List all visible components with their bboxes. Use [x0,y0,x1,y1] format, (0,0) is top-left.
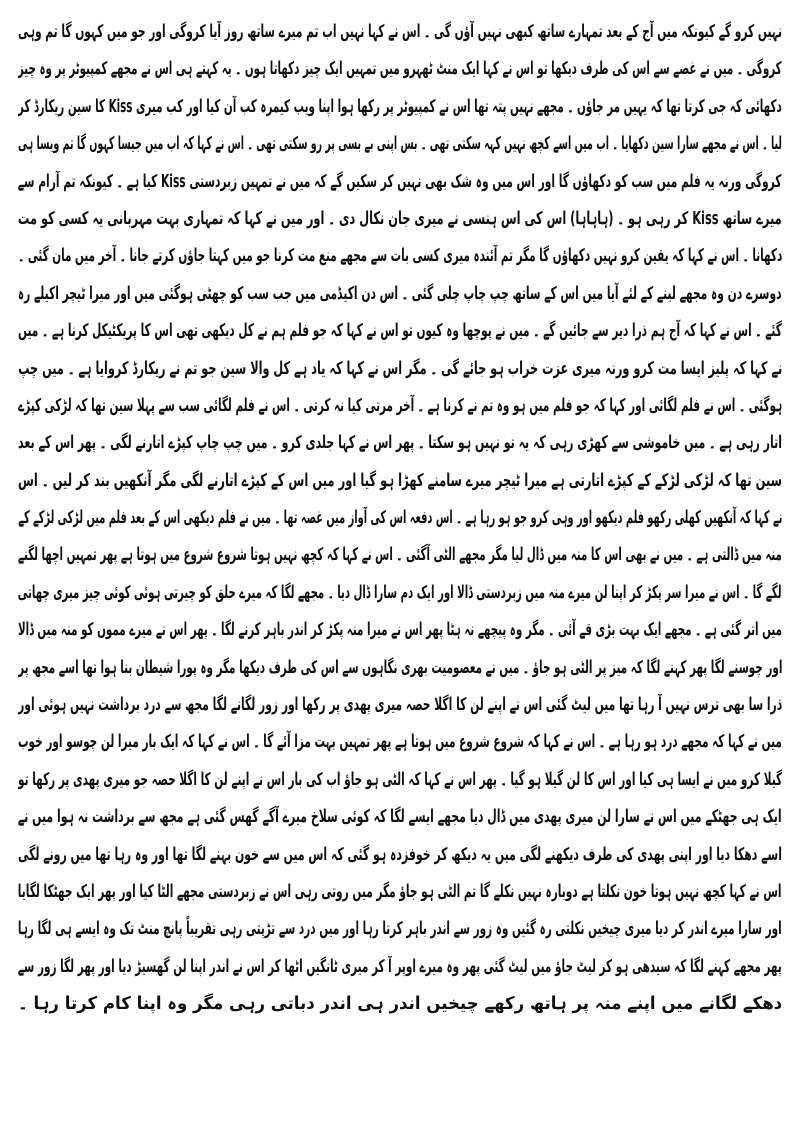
text-line: نے کہا کہ آنکھیں کھلی رکھو فلم دیکھو اور وہی کرو جو ہو رہا ہے ۔ اس دفعہ اس کی آواز میں غصہ تھا ۔ میں نے فلم دیکھی اس کے بعد فلم میں لڑکی لڑکے کے [18,508,782,529]
text-line: اتار رہی ہے ۔ میں خاموشی سے کھڑی رہی کہ یہ تو نہیں ہو سکتا ۔ پھر اس نے کہا جلدی کرو ۔ میں چپ چاپ کپڑے اتارنے لگی ۔ پھر اس کے بعد [18,433,782,454]
text-line: کروگی ۔ میں نے غصے سے اس کی طرف دیکھا تو اس نے کہا ایک منٹ ٹھہرو میں تمہیں ایک چیز دکھاتا ہوں ۔ یہ کہتے ہی اس نے مجھے کمپیوٹر پر وہ چیز [18,59,782,80]
text-line: دکھائی کہ جی کرتا تھا کہ یہیں مر جاؤں ۔ مجھے نہیں پتہ تھا اس نے کمپیوٹر پر رکھا ہوا اپنا ویب کیمرہ کب آن کیا اور کب میری Kiss کا سین ریکارڈ کر [18,96,782,117]
text-line: ہوگئی ۔ اس نے فلم لگائی اور کہا کہ جو فلم میں ہو وہ تم نے کرنا ہے ۔ آخر مرتی کیا نہ کرتی ۔ اس نے فلم لگائی سب سے پہلا سین تھا کہ لڑکی کپڑے [18,395,782,416]
text-line: گیلا کرو میں نے ایسا ہی کیا اور اس کا لن گیلا ہو گیا ۔ پھر اس نے کہا کہ الٹی ہو جاؤ اب کی بار اس نے اپنے لن کا اگلا حصہ جو میری پھدی پر رکھا تو [18,769,782,790]
text-line: نہیں کرو گے کیونکہ میں آج کے بعد تمہارے ساتھ کبھی نہیں آؤں گی ۔ اس نے کہا نہیں اب تم میرے ساتھ روز آیا کروگی اور جو میں کہوں گا تم وہی [18,22,782,42]
text-line: اور چوسنے لگا پھر کہنے لگا کہ میز پر الٹی ہو جاؤ ۔ میں نے معصومیت بھری نگاہوں سے اس کی طرف دیکھا مگر وہ پورا شیطان بنا ہوا تھا اسے مجھ پر [18,657,782,678]
text-line [18,1024,782,1061]
text-line: لیا ۔ اس نے مجھے سارا سین دکھایا ۔ اب میں اسے کچھ نہیں کہہ سکتی تھی ۔ بس اپنی بے بسی پر رو سکتی تھی ۔ اس نے کہا کہ اب میں جیسا کہوں گا تم ویسا ہی [18,134,782,155]
text-line: لگے گا ۔ اس نے میرا سر پکڑ کر اپنا لن میرے منہ میں زبردستی ڈالا اور ایک دم سارا ڈال دیا ۔ مجھے لگا کہ میرے حلق کو چیرتی ہوئی کوئی چیز میری چھاتی [18,582,782,603]
urdu-text-body [18,14,782,1061]
text-line: سین تھا کہ لڑکی لڑکے کے کپڑے اتارتی ہے میرا ٹیچر میرے سامنے کھڑا ہو گیا اور میں اس کے کپڑے اتارنے لگی مگر آنکھیں بند کر لیں ۔ اس [18,470,782,491]
text-line: ذرا سا بھی ترس نہیں آ رہا تھا میں لیٹ گئی اس نے اپنے لن کا اگلا حصہ میری پھدی پر رکھا اور زور لگانے لگا مجھ سے درد برداشت نہیں ہوئی اور [18,695,782,716]
text-line: نے کہا کہ پلیز ایسا مت کرو ورنہ میری عزت خراب ہو جائے گی ۔ مگر اس نے کہا کہ یاد ہے کل والا سین جو تم نے ریکارڈ کروایا ہے ۔ میں چپ [18,358,782,379]
text-line: اس نے کہا کچھ نہیں ہوتا خون نکلتا ہے دوبارہ نہیں نکلے گا تم الٹی ہو جاؤ مگر میں روتی رہی اس نے زبردستی مجھے الٹا کیا اور پھر ایک جھٹکا لگایا [18,881,782,902]
text-line: میں اتر گئی ہے ۔ مجھے ایک بہت بڑی قے آئی ۔ مگر وہ پیچھے نہ ہٹا پھر اس نے میرا منہ پکڑ کر اندر باہر کرنے لگا ۔ پھر اس نے میرے مموں کو منہ میں ڈالا [18,620,782,641]
text-line: دوسرے دن وہ مجھے لینے کے لئے آیا میں اس کے ساتھ چپ چاپ چلی گئی ۔ اس دن اکیڈمی میں جب سب کو چھٹی ہوگئی میں اور میرا ٹیچر اکیلے رہ [18,283,782,304]
text-line: دکھانا ۔ اس نے کہا کہ یقین کرو نہیں دکھاؤں گا مگر تم آئندہ میری کسی بات سے مجھے منع مت کرنا جو میں کہتا جاؤں کرتے جانا ۔ آخر میں مان گئی ۔ [18,246,782,267]
text-line: کروگی ورنہ یہ فلم میں سب کو دکھاؤں گا اور اس میں وہ شک بھی نہیں کر سکیں گے کہ میں نے تمہیں زبردستی Kiss کیا ہے ۔ کیونکہ تم آرام سے [18,171,782,192]
text-line: دھکے لگانے میں اپنے منہ پر ہاتھ رکھے چیخیں اندر ہی اندر دباتی رہی مگر وہ اپنا کام کرتا رہا ۔ [18,994,782,1015]
document-page [18,14,782,1110]
text-line: منہ میں ڈالتی ہے ۔ میں نے بھی اس کا منہ میں ڈال لیا مگر مجھے الٹی آگئی ۔ اس نے کہا کہ کچھ نہیں ہوتا شروع شروع میں ہوتا ہے پھر تمہیں اچھا لگنے [18,545,782,566]
text-line: پھر مجھے کہنے لگا کہ سیدھی ہو کر لیٹ جاؤ میں لیٹ گئی پھر وہ میرے اوپر آ کر میری ٹانگیں اٹھا کر اس نے اندر اپنا لن گھسیڑ دیا اور پھر لگا زور سے [18,956,782,977]
text-line: ایک ہی جھٹکے میں اس نے سارا لن میری پھدی میں ڈال دیا مجھے ایسے لگا کہ کوئی سلاخ میرے آگے گھس گئی ہے مجھ سے برداشت نہ ہوا میں نے [18,807,782,828]
text-line: اسے دھکا دیا اور اپنی پھدی کی طرف دیکھنے لگی میں یہ دیکھ کر خوفزدہ ہو گئی کہ اس میں سے خون بہنے لگا تھا اور وہ رہا تھا میں رونے لگی [18,844,782,865]
text-line: میرے ساتھ Kiss کر رہی ہو ۔ (ہاہاہا) اس کی اس ہنسی نے میری جان نکال دی ۔ اور میں نے کہا کہ تمہاری بہت مہربانی یہ کسی کو مت [18,208,782,229]
text-line: اور سارا میرے اندر کر دیا میری چیخیں نکلتی رہ گئیں وہ زور سے اندر باہر کرتا رہا اور میں درد سے تڑپتی رہی تقریباً پانچ منٹ تک وہ ایسے ہی لگا رہا [18,919,782,940]
text-line: گئے ۔ اس نے کہا کہ آج ہم ذرا دیر سے جائیں گے ۔ میں نے پوچھا وہ کیوں تو اس نے کہا کہ جو فلم ہم نے کل دیکھی تھی اس کا پریکٹیکل کرنا ہے ۔ میں [18,321,782,342]
text-line: میں نے کہا کہ مجھے درد ہو رہا ہے ۔ اس نے کہا کہ شروع شروع میں ہوتا ہے پھر تمہیں بہت مزا آئے گا ۔ اس نے کہا کہ ایک بار میرا لن چوسو اور خوب [18,732,782,753]
